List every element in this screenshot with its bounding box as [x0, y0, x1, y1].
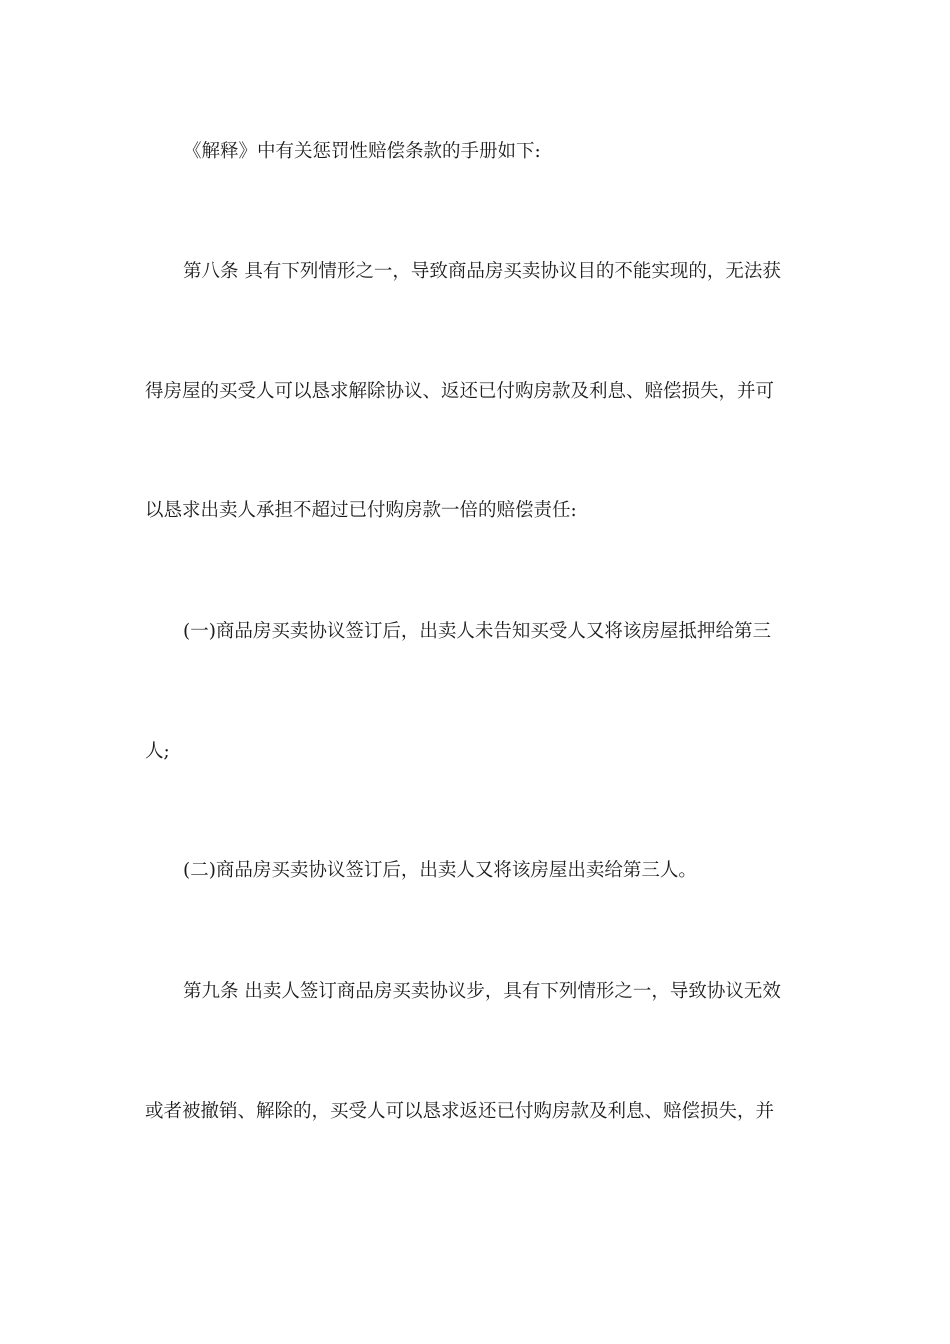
article-9-line-1: 第九条 出卖人签订商品房买卖协议步，具有下列情形之一，导致协议无效 [183, 981, 781, 1002]
article-9-line-2: 或者被撤销、解除的，买受人可以恳求返还已付购房款及利息、赔偿损失，并 [145, 1101, 775, 1122]
clause-1-line-1: (一)商品房买卖协议签订后，出卖人未告知买受人又将该房屋抵押给第三 [183, 621, 771, 642]
clause-1-line-2: 人; [145, 741, 170, 762]
clause-2-line: (二)商品房买卖协议签订后，出卖人又将该房屋出卖给第三人。 [183, 860, 697, 881]
article-8-line-1: 第八条 具有下列情形之一，导致商品房买卖协议目的不能实现的，无法获 [183, 261, 781, 282]
intro-line: 《解释》中有关惩罚性赔偿条款的手册如下: [183, 141, 541, 162]
article-8-line-3: 以恳求出卖人承担不超过已付购房款一倍的赔偿责任: [145, 500, 577, 521]
article-8-line-2: 得房屋的买受人可以恳求解除协议、返还已付购房款及利息、赔偿损失，并可 [145, 381, 775, 402]
